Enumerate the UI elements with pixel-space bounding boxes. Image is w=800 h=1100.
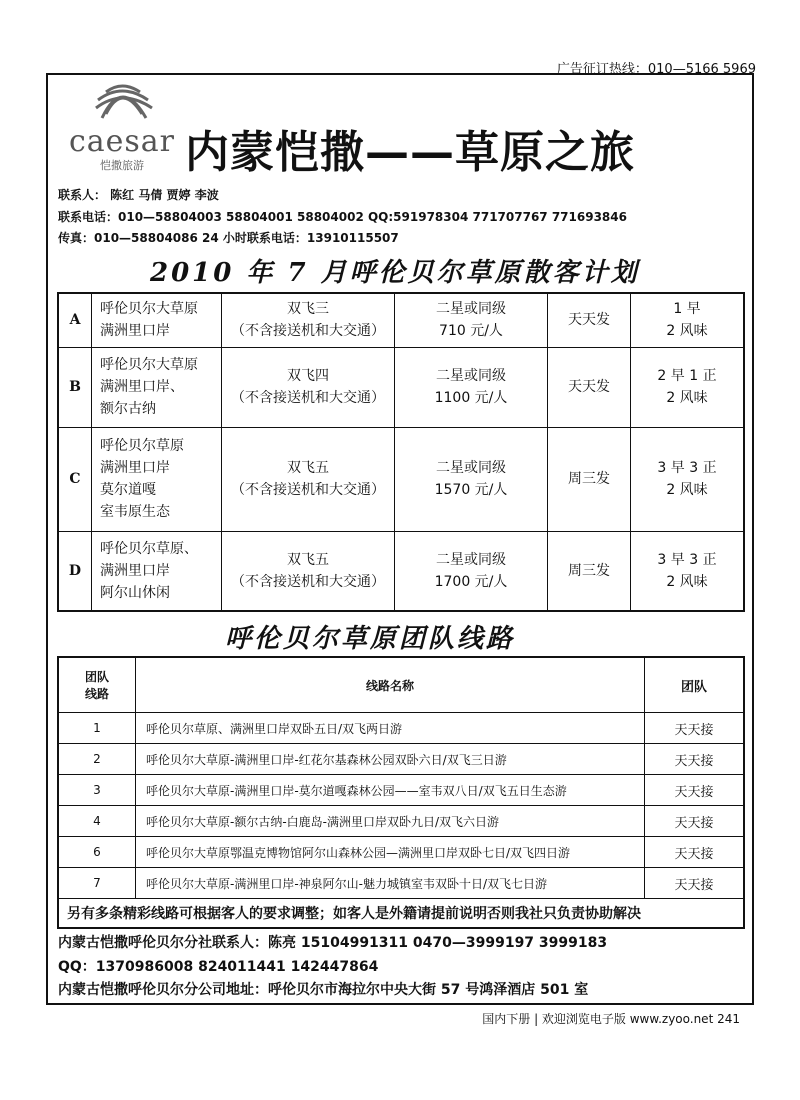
plan-label: D — [58, 531, 92, 611]
header-frequency: 团队 — [645, 657, 745, 713]
route-no: 1 — [58, 713, 136, 744]
route-name: 呼伦贝尔草原、满洲里口岸双卧五日/双飞两日游 — [136, 713, 645, 744]
contact-persons: 联系人： 陈红 马倩 贾婷 李波 — [58, 188, 219, 202]
plan-row-d — [58, 531, 744, 611]
plan-hotel-price: 二星或同级 710 元/人 — [395, 293, 548, 347]
route-no: 3 — [58, 775, 136, 806]
plan-departure: 天天发 — [548, 347, 631, 427]
group-table-header — [58, 657, 744, 713]
table-row — [58, 744, 744, 775]
plan-row-c — [58, 427, 744, 531]
note-text: 另有多条精彩线路可根据客人的要求调整；如客人是外籍请提前说明否则我社只负责协助解决 — [58, 899, 744, 929]
ad-hotline: 广告征订热线：010—5166 5969 — [556, 62, 756, 77]
table-row — [58, 837, 744, 868]
plan-route: 呼伦贝尔草原、 满洲里口岸 阿尔山休闲 — [92, 531, 222, 611]
route-no: 6 — [58, 837, 136, 868]
group-table-note — [58, 899, 744, 929]
branch-address: 内蒙古恺撒呼伦贝尔分公司地址：呼伦贝尔市海拉尔中央大街 57 号鸿泽酒店 501 室 — [58, 982, 589, 998]
plan-meals: 1 早 2 风味 — [631, 293, 745, 347]
plan-meals: 3 早 3 正 2 风味 — [631, 427, 745, 531]
logo-wordmark: caesar — [68, 124, 176, 159]
route-name: 呼伦贝尔大草原-满洲里口岸-莫尔道嘎森林公园——室韦双八日/双飞五日生态游 — [136, 775, 645, 806]
table-row — [58, 806, 744, 837]
route-name: 呼伦贝尔大草原-满洲里口岸-神泉阿尔山-魅力城镇室韦双卧十日/双飞七日游 — [136, 868, 645, 899]
caesar-logo — [66, 80, 178, 172]
route-frequency: 天天接 — [645, 744, 745, 775]
group-route-title: 呼伦贝尔草原团队线路 — [225, 624, 516, 654]
route-frequency: 天天接 — [645, 868, 745, 899]
individual-plan-table — [57, 292, 745, 612]
individual-plan-title: 2010 年 7 月呼伦贝尔草原散客计划 — [150, 258, 640, 288]
plan-departure: 天天发 — [548, 293, 631, 347]
plan-route: 呼伦贝尔大草原 满洲里口岸、 额尔古纳 — [92, 347, 222, 427]
plan-route: 呼伦贝尔大草原 满洲里口岸 — [92, 293, 222, 347]
contact-fax: 传真：010—58804086 24 小时联系电话：13910115507 — [58, 231, 399, 245]
table-row — [58, 868, 744, 899]
plan-row-a — [58, 293, 744, 347]
table-row — [58, 775, 744, 806]
route-name: 呼伦贝尔大草原-额尔古纳-白鹿岛-满洲里口岸双卧九日/双飞六日游 — [136, 806, 645, 837]
plan-departure: 周三发 — [548, 531, 631, 611]
route-no: 4 — [58, 806, 136, 837]
plan-route: 呼伦贝尔草原 满洲里口岸 莫尔道嘎 室韦原生态 — [92, 427, 222, 531]
route-frequency: 天天接 — [645, 713, 745, 744]
group-route-table — [57, 656, 745, 929]
branch-qq: QQ：1370986008 824011441 142447864 — [58, 959, 379, 975]
plan-label: A — [58, 293, 92, 347]
plan-meals: 3 早 3 正 2 风味 — [631, 531, 745, 611]
plan-label: B — [58, 347, 92, 427]
plan-transport: 双飞三 （不含接送机和大交通） — [222, 293, 395, 347]
header-route-no: 团队 线路 — [58, 657, 136, 713]
plan-label: C — [58, 427, 92, 531]
route-frequency: 天天接 — [645, 837, 745, 868]
plan-hotel-price: 二星或同级 1570 元/人 — [395, 427, 548, 531]
logo-subtitle: 恺撒旅游 — [100, 159, 144, 172]
plan-meals: 2 早 1 正 2 风味 — [631, 347, 745, 427]
plan-hotel-price: 二星或同级 1700 元/人 — [395, 531, 548, 611]
contact-phones: 联系电话：010—58804003 58804001 58804002 QQ:591978304 771707767 771693846 — [58, 210, 627, 224]
route-no: 2 — [58, 744, 136, 775]
plan-transport: 双飞五 （不含接送机和大交通） — [222, 427, 395, 531]
route-no: 7 — [58, 868, 136, 899]
plan-row-b — [58, 347, 744, 427]
globe-icon — [66, 78, 178, 128]
route-name: 呼伦贝尔大草原-满洲里口岸-红花尔基森林公园双卧六日/双飞三日游 — [136, 744, 645, 775]
page-footer: 国内下册 | 欢迎浏览电子版 www.zyoo.net 241 — [482, 1012, 740, 1026]
route-name: 呼伦贝尔大草原鄂温克博物馆阿尔山森林公园—满洲里口岸双卧七日/双飞四日游 — [136, 837, 645, 868]
header-route-name: 线路名称 — [136, 657, 645, 713]
page-title: 内蒙恺撒——草原之旅 — [185, 127, 635, 178]
table-row — [58, 713, 744, 744]
plan-departure: 周三发 — [548, 427, 631, 531]
route-frequency: 天天接 — [645, 806, 745, 837]
branch-contact: 内蒙古恺撒呼伦贝尔分社联系人：陈亮 15104991311 0470—3999197 3999183 — [58, 935, 608, 951]
route-frequency: 天天接 — [645, 775, 745, 806]
plan-transport: 双飞五 （不含接送机和大交通） — [222, 531, 395, 611]
plan-transport: 双飞四 （不含接送机和大交通） — [222, 347, 395, 427]
plan-hotel-price: 二星或同级 1100 元/人 — [395, 347, 548, 427]
